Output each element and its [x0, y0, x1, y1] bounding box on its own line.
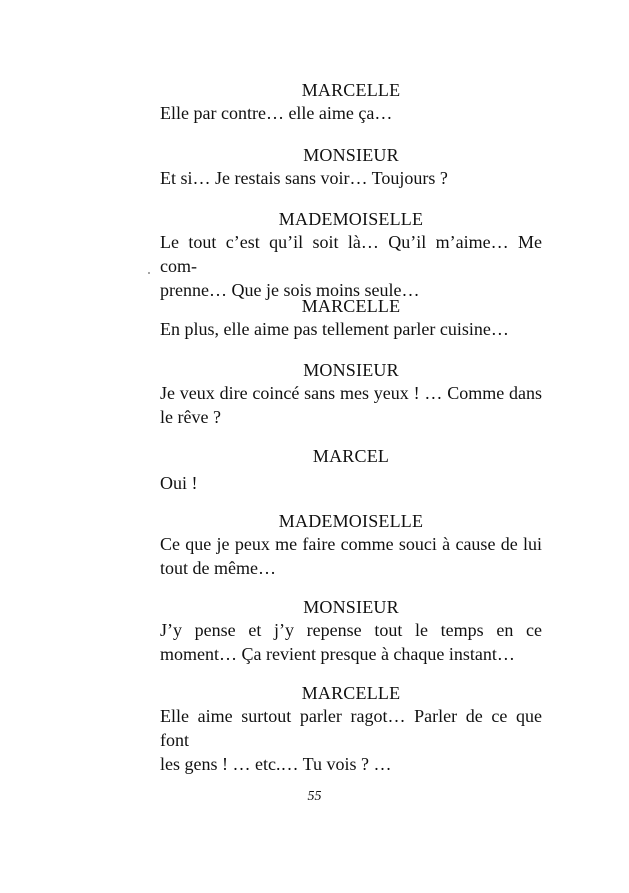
speaker-name: MADEMOISELLE	[278, 511, 424, 531]
dialogue-line: Ce que je peux me faire comme souci à cause de lui	[160, 534, 542, 554]
dialogue-line: Le tout c’est qu’il soit là… Qu’il m’aime… Me com-	[160, 232, 542, 276]
speaker-name: MARCEL	[312, 446, 390, 466]
dialogue-block-marcelle-3	[160, 682, 542, 776]
dialogue-line: Elle aime surtout parler ragot… Parler de ce que font	[160, 706, 542, 750]
dialogue-block-marcel	[160, 445, 542, 495]
speaker-name: MARCELLE	[301, 296, 401, 316]
paper-speck	[148, 272, 150, 274]
dialogue-line: Et si… Je restais sans voir… Toujours ?	[160, 168, 448, 188]
speaker-name: MONSIEUR	[303, 597, 399, 617]
dialogue-block-mademoiselle-1	[160, 208, 542, 302]
dialogue-line: tout de même…	[160, 558, 276, 578]
dialogue-line: Elle par contre… elle aime ça…	[160, 103, 393, 123]
dialogue-line: le rêve ?	[160, 407, 221, 427]
speaker-name: MADEMOISELLE	[278, 209, 424, 229]
dialogue-block-mademoiselle-2	[160, 510, 542, 580]
speaker-name: MARCELLE	[301, 80, 401, 100]
dialogue-block-marcelle-1	[160, 79, 542, 125]
dialogue-block-marcelle-2	[160, 295, 542, 341]
dialogue-line: Oui !	[160, 473, 198, 493]
speaker-name: MONSIEUR	[303, 360, 399, 380]
dialogue-block-monsieur-2	[160, 359, 542, 429]
dialogue-line: prenne… Que je sois moins seule…	[160, 280, 420, 300]
speaker-name: MONSIEUR	[303, 145, 399, 165]
dialogue-line: Je veux dire coincé sans mes yeux ! … Comme dans	[160, 383, 542, 403]
dialogue-line: J’y pense et j’y repense tout le temps en ce	[160, 620, 542, 640]
page-number: 55	[307, 789, 322, 804]
dialogue-block-monsieur-1	[160, 144, 542, 190]
speaker-name: MARCELLE	[301, 683, 401, 703]
dialogue-block-monsieur-3	[160, 596, 542, 666]
dialogue-line: En plus, elle aime pas tellement parler cuisine…	[160, 319, 509, 339]
dialogue-line: moment… Ça revient presque à chaque instant…	[160, 644, 515, 664]
dialogue-line: les gens ! … etc.… Tu vois ? …	[160, 754, 392, 774]
